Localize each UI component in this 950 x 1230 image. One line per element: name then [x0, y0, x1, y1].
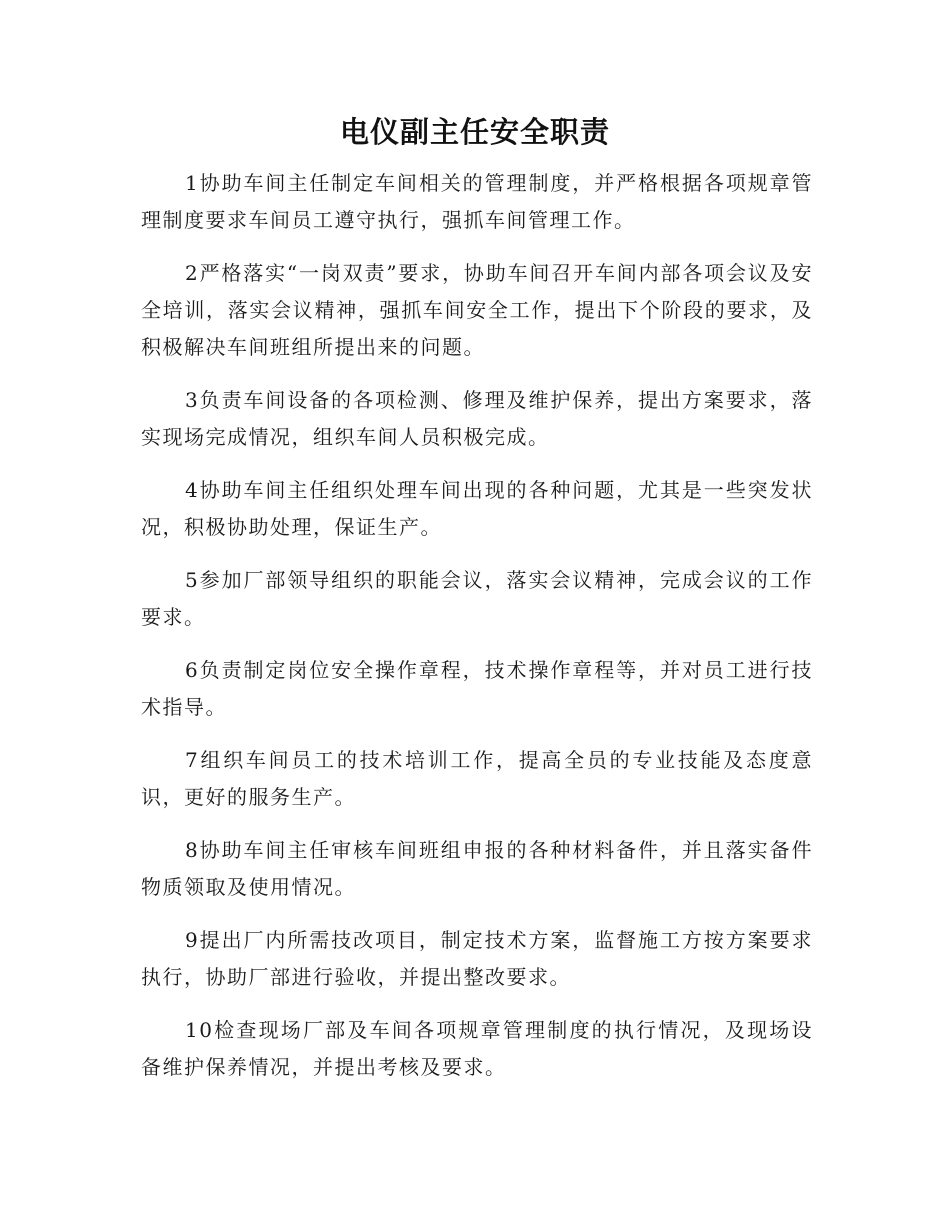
- paragraph-10: 10检查现场厂部及车间各项规章管理制度的执行情况，及现场设备维护保养情况，并提出考核及要求。: [141, 1018, 813, 1079]
- paragraph-5: 5参加厂部领导组织的职能会议，落实会议精神，完成会议的工作要求。: [141, 568, 813, 629]
- paragraph-9: 9提出厂内所需技改项目，制定技术方案，监督施工方按方案要求执行，协助厂部进行验收，并提出整改要求。: [141, 928, 813, 989]
- paragraph-3: 3负责车间设备的各项检测、修理及维护保养，提出方案要求，落实现场完成情况，组织车间人员积极完成。: [141, 388, 813, 449]
- document-body: [141, 165, 813, 1102]
- paragraph-6: 6负责制定岗位安全操作章程，技术操作章程等，并对员工进行技术指导。: [141, 658, 813, 719]
- paragraph-8: 8协助车间主任审核车间班组申报的各种材料备件，并且落实备件物质领取及使用情况。: [141, 838, 813, 899]
- document-title: 电仪副主任安全职责: [339, 115, 610, 149]
- paragraph-1: 1协助车间主任制定车间相关的管理制度，并严格根据各项规章管理制度要求车间员工遵守执行，强抓车间管理工作。: [141, 171, 813, 232]
- paragraph-7: 7组织车间员工的技术培训工作，提高全员的专业技能及态度意识，更好的服务生产。: [141, 748, 813, 809]
- paragraph-2: 2严格落实“一岗双责”要求，协助车间召开车间内部各项会议及安全培训，落实会议精神，强抓车间安全工作，提出下个阶段的要求，及积极解决车间班组所提出来的问题。: [141, 261, 813, 359]
- paragraph-4: 4协助车间主任组织处理车间出现的各种问题，尤其是一些突发状况，积极协助处理，保证生产。: [141, 478, 813, 539]
